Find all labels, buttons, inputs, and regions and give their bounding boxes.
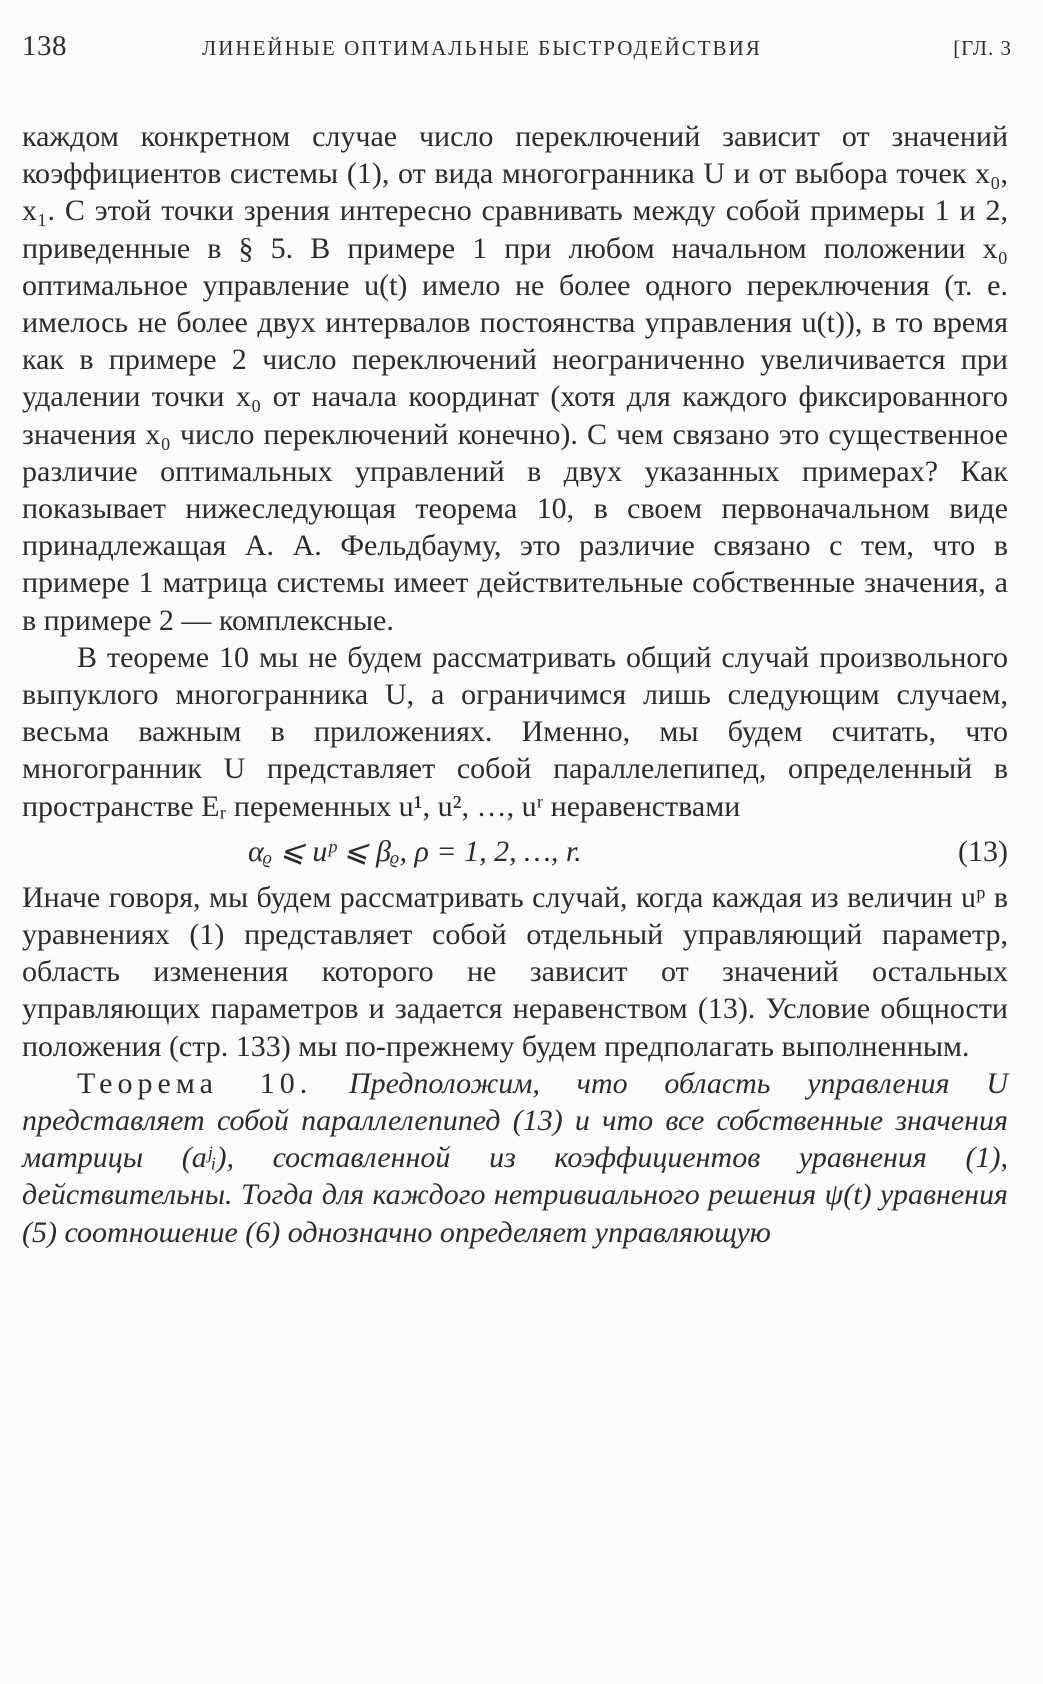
equation-number: (13): [958, 834, 1008, 868]
chapter-label: [ГЛ. 3: [953, 36, 1012, 60]
paragraph-explanation: Иначе говоря, мы будем рассматривать случай, когда каждая из величин uᵖ в уравнениях (1) представляет собой отдельный управляющий параметр, область изменения которого не зависит от значений остальных управляющих параметров и задается неравенством (13). Условие общности положения (стр. 133) мы по-прежнему будем предполагать выполненным.: [22, 880, 1008, 1063]
equation-13: [22, 831, 1008, 875]
paragraph-continuation: каждом конкретном случае число переключений зависит от значений коэффициентов системы (1), от вида многогранника U и от выбора точек x₀, x₁. С этой точки зрения интересно сравнивать между собой примеры 1 и 2, приведенные в § 5. В примере 1 при любом начальном положении x₀ оптимальное управление u(t) имело не более одного переключения (т. е. имелось не более двух интервалов постоянства управления u(t)), в то время как в примере 2 число переключений неограниченно увеличивается при удалении точки x₀ от начала координат (хотя для каждого фиксированного значения x₀ число переключений конечно). С чем связано это существенное различие оптимальных управлений в двух указанных примерах? Как показывает нижеследующая теорема 10, в своем первоначальном виде принадлежащая А. А. Фельдбауму, это различие связано с тем, что в примере 1 матрица системы имеет действительные собственные значения, а в примере 2 — комплексные.: [22, 120, 1008, 637]
theorem-10: [22, 1065, 1008, 1251]
equation-text: αᵨ ⩽ uᵖ ⩽ βᵨ, ρ = 1, 2, …, r.: [248, 834, 582, 868]
paragraph-theorem-intro: В теореме 10 мы не будем рассматривать общий случай произвольного выпуклого многогранника U, а ограничимся лишь следующим случаем, весьма важным в приложениях. Именно, мы будем считать, что многогранник U представляет собой параллелепипед, определенный в пространстве Eᵣ переменных u¹, u², …, uʳ неравенствами: [22, 640, 1008, 823]
page-number: 138: [22, 30, 67, 62]
page-body: [22, 118, 1008, 1251]
theorem-label: Теорема 10.: [77, 1066, 313, 1100]
page-header: [22, 30, 1012, 64]
running-title: ЛИНЕЙНЫЕ ОПТИМАЛЬНЫЕ БЫСТРОДЕЙСТВИЯ: [202, 36, 762, 60]
theorem-text: Предположим, что область управления U представляет собой параллелепипед (13) и что все собственные значения матрицы (aʲᵢ), составленной из коэффициентов уравнения (1), действительны. Тогда для каждого нетривиального решения ψ(t) уравнения (5) соотношение (6) однозначно определяет управляющую: [22, 1066, 1008, 1249]
